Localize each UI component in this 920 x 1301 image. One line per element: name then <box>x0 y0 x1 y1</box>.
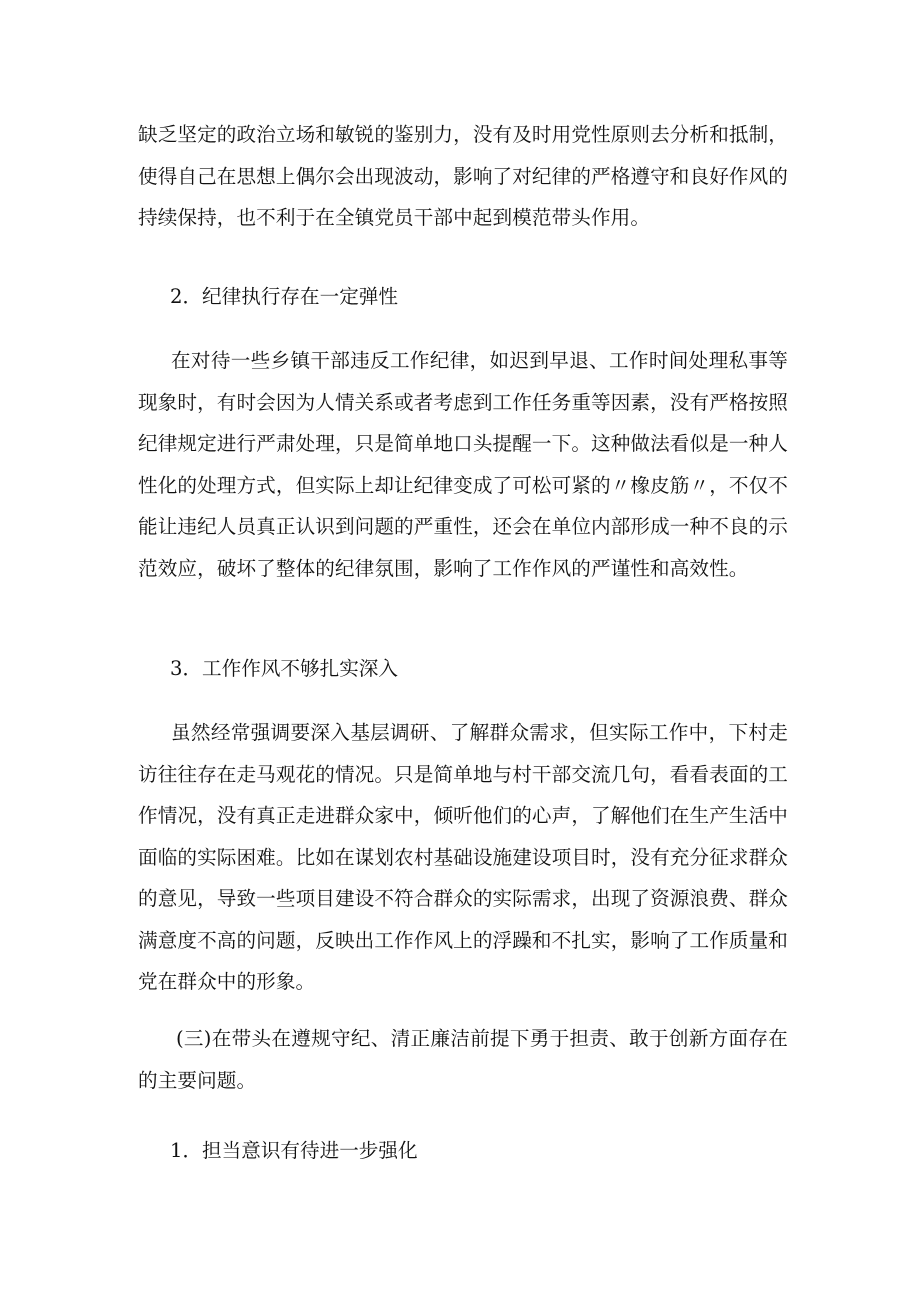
section-heading-three: (三)在带头在遵规守纪、清正廉洁前提下勇于担责、敢于创新方面存在的主要问题。 <box>138 1027 788 1092</box>
paragraph-discipline-enforcement: 在对待一些乡镇干部违反工作纪律，如迟到早退、工作时间处理私事等现象时，有时会因为人情关系或者考虑到工作任务重等因素，没有严格按照纪律规定进行严肃处理，只是简单地口头提醒一下。这种做法看似是一种人性化的处理方式，但实际上却让纪律变成了可松可紧的〃橡皮筋〃，不仅不能让违纪人员真正认识到问题的严重性，还会在单位内部形成一种不良的示范效应，破坏了整体的纪律氛围，影响了工作作风的严谨性和高效性。 <box>138 349 788 580</box>
heading-responsibility: 1．担当意识有待进一步强化 <box>170 1139 418 1162</box>
paragraph-work-style: 虽然经常强调要深入基层调研、了解群众需求，但实际工作中，下村走访往往存在走马观花的情况。只是简单地与村干部交流几句，看看表面的工作情况，没有真正走进群众家中，倾听他们的心声，了解他们在生产生活中面临的实际困难。比如在谋划农村基础设施建设项目时，没有充分征求群众的意见，导致一些项目建设不符合群众的实际需求，出现了资源浪费、群众满意度不高的问题，反映出工作作风上的浮躁和不扎实，影响了工作质量和党在群众中的形象。 <box>138 721 788 993</box>
heading-discipline-enforcement: 2．纪律执行存在一定弹性 <box>170 285 398 308</box>
paragraph-discipline-awareness: 缺乏坚定的政治立场和敏锐的鉴别力，没有及时用党性原则去分析和抵制，使得自己在思想上偶尔会出现波动，影响了对纪律的严格遵守和良好作风的持续保持，也不利于在全镇党员干部中起到模范带头作用。 <box>138 123 788 229</box>
heading-work-style: 3．工作作风不够扎实深入 <box>170 657 398 680</box>
